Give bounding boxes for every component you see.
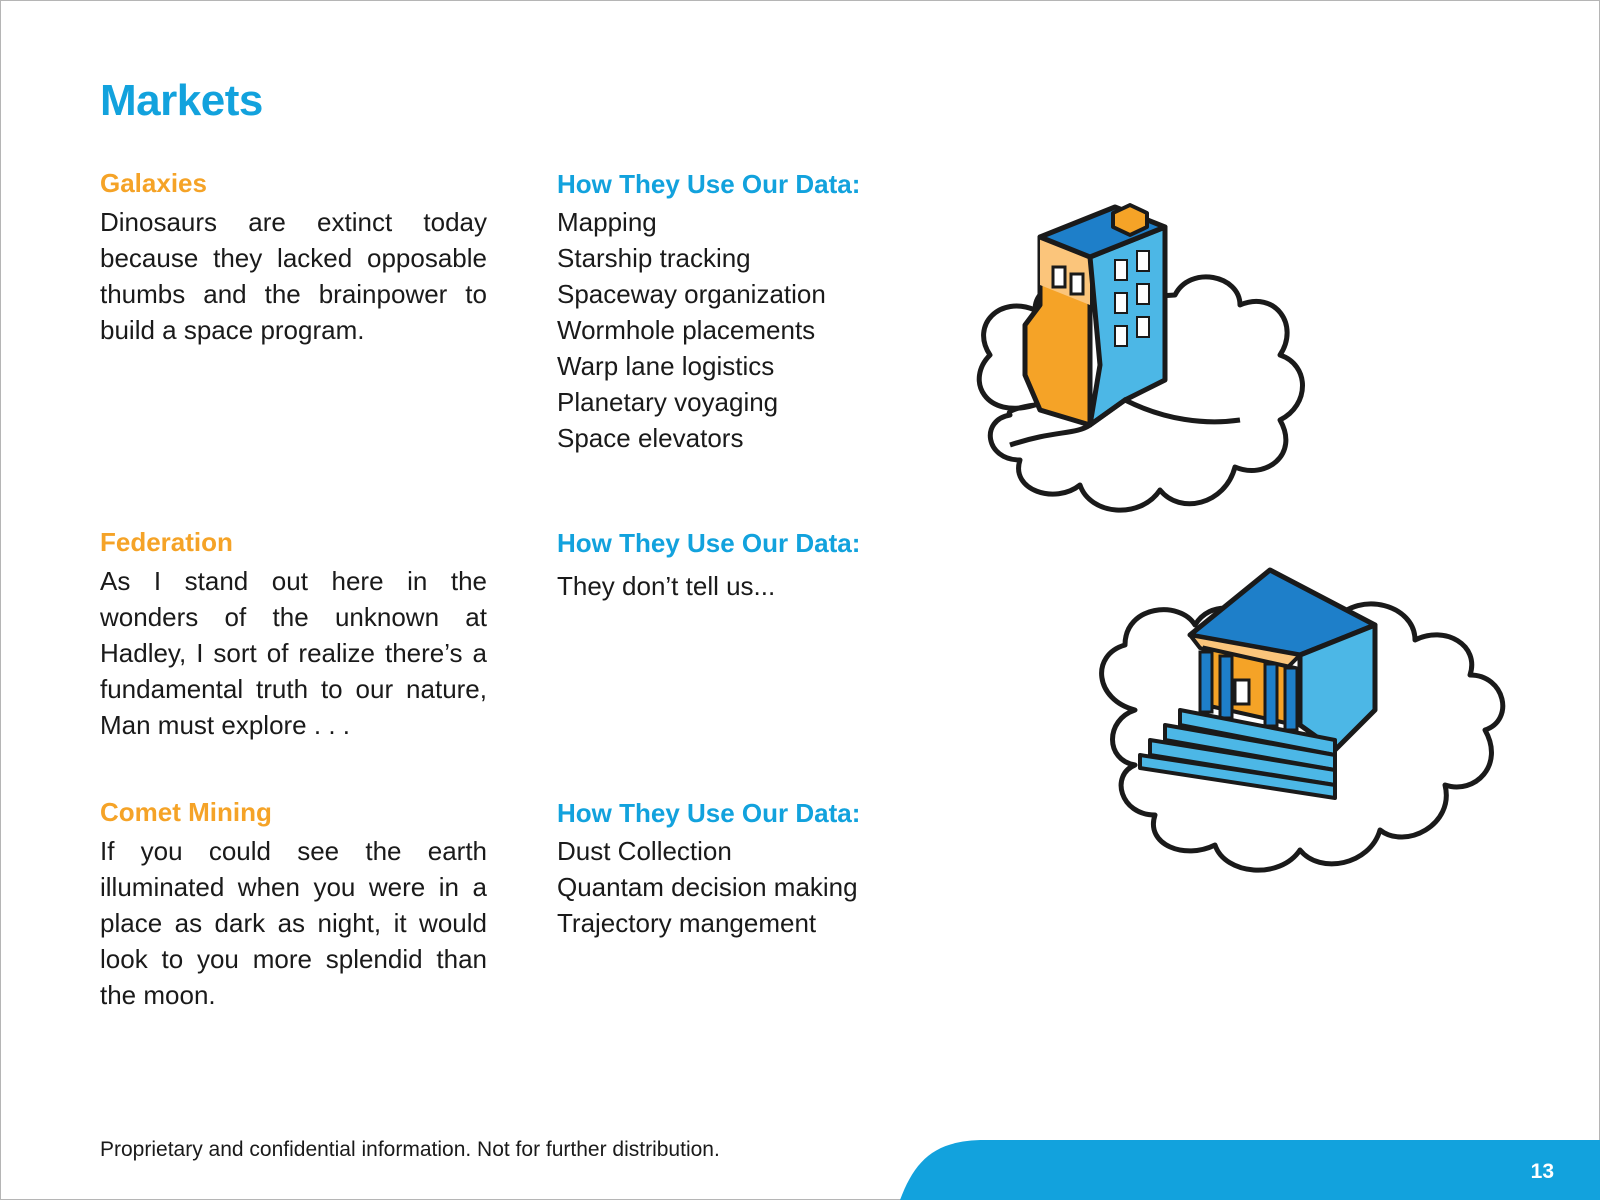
building-on-cloud-icon — [965, 185, 1325, 530]
list-item: Wormhole placements — [557, 315, 816, 345]
page-title: Markets — [100, 76, 263, 125]
uses-heading-federation: How They Use Our Data: — [557, 528, 861, 558]
footer-band — [0, 1135, 1600, 1200]
section-description-comet-mining: If you could see the earth illuminated when you were in a place as dark as night, it would look to you more splendid than the moon. — [100, 836, 487, 1010]
list-item: Starship tracking — [557, 243, 751, 273]
section-heading-galaxies: Galaxies — [100, 168, 207, 198]
footer-notice: Proprietary and confidential information. Not for further distribution. — [100, 1138, 720, 1161]
list-item: Quantam decision making — [557, 872, 858, 902]
section-heading-federation: Federation — [100, 527, 233, 557]
uses-list-comet-mining — [557, 833, 858, 941]
page-number: 13 — [1530, 1160, 1554, 1183]
uses-list-galaxies — [557, 204, 826, 456]
uses-heading-comet-mining: How They Use Our Data: — [557, 798, 861, 828]
section-description-federation: As I stand out here in the wonders of the unknown at Hadley, I sort of realize there’s a fundamental truth to our nature, Man must explore . . . — [100, 566, 487, 740]
section-heading-comet-mining: Comet Mining — [100, 797, 272, 827]
bank-on-cloud-icon — [1085, 560, 1525, 900]
uses-heading-galaxies: How They Use Our Data: — [557, 169, 861, 199]
list-item: Dust Collection — [557, 836, 732, 866]
list-item: Warp lane logistics — [557, 351, 775, 381]
list-item: Planetary voyaging — [557, 387, 779, 417]
list-item: Spaceway organization — [557, 279, 826, 309]
list-item: Mapping — [557, 207, 657, 237]
list-item: Trajectory mangement — [557, 908, 817, 938]
list-item: Space elevators — [557, 423, 744, 453]
section-description-galaxies: Dinosaurs are extinct today because they lacked opposable thumbs and the brainpower to build a space program. — [100, 207, 487, 345]
uses-text-federation: They don’t tell us... — [557, 571, 776, 601]
